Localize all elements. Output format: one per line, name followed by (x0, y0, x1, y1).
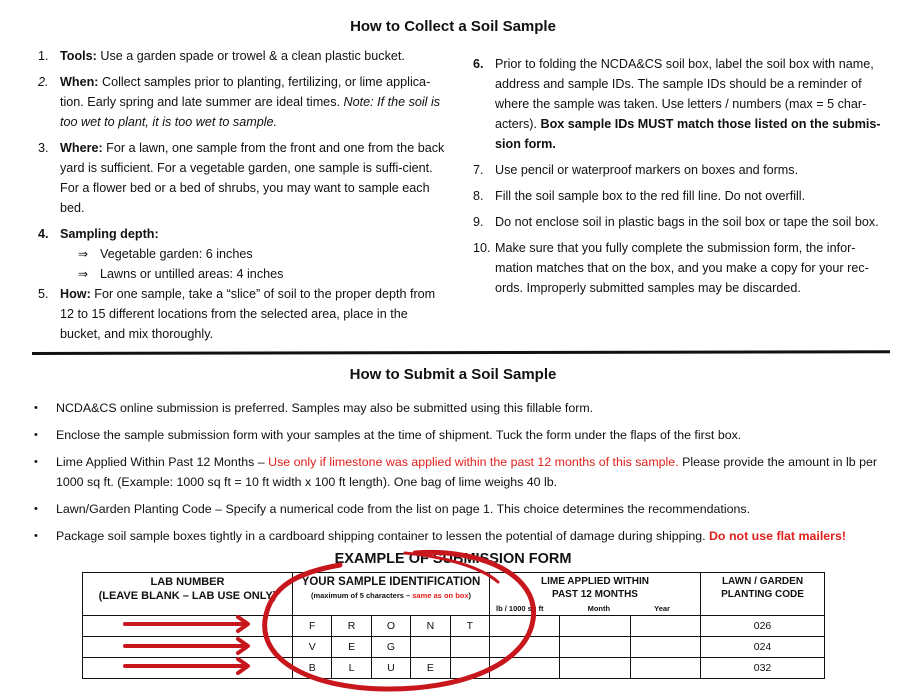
collect-item-4 (38, 224, 450, 244)
header-text: YOUR SAMPLE IDENTIFICATION (301, 576, 481, 588)
item-text: Collect samples prior to planting, fertilizing, or lime applica-tion. Early spring and late summer are ideal times. (60, 75, 431, 109)
sample-id-char-cell[interactable]: U (371, 658, 410, 679)
lime-month-cell[interactable] (560, 658, 630, 679)
submit-bullet-1 (32, 398, 882, 418)
bullet-warning-text: Use only if limestone was applied within the past 12 months of this sample. (268, 455, 679, 469)
collect-left-column (38, 46, 450, 350)
item-number: 9. (473, 215, 484, 229)
submit-bullet-2 (32, 425, 882, 445)
item-number: 2. (38, 75, 49, 89)
item-text: For a lawn, one sample from the front and one from the back yard is sufficient. For a vegetable garden, one sample is suffi-cient. For a flower bed or a bed of shrubs, you may want to sample each bed. (60, 141, 445, 215)
submit-bullet-3 (32, 452, 882, 492)
item-label: Tools: (60, 49, 97, 63)
header-subtext (293, 589, 489, 603)
collect-item-7 (473, 160, 885, 180)
planting-code-cell[interactable]: 026 (701, 616, 825, 637)
item-number: 6. (473, 57, 484, 71)
item-number: 5. (38, 287, 49, 301)
double-arrow-icon: ⇒ (78, 267, 89, 281)
bullet-icon: • (34, 530, 38, 542)
bullet-text: Package soil sample boxes tightly in a cardboard shipping container to lessen the potential of damage during shipping. (56, 529, 709, 543)
item-note: Note: If the soil is too wet to plant, it is too wet to sample. (60, 95, 441, 129)
submit-title: How to Submit a Soil Sample (349, 366, 557, 383)
sample-id-char-cell[interactable]: B (293, 658, 332, 679)
submit-bullet-5 (32, 526, 882, 546)
item-text: For one sample, take a “slice” of soil to the proper depth from 12 to 15 different locations from the selected area, place in the bucket, and mix thoroughly. (60, 287, 436, 341)
collect-right-column (473, 54, 885, 304)
sample-id-char-cell[interactable]: E (411, 658, 450, 679)
subheader-year: Year (654, 604, 670, 613)
bullet-icon: • (34, 402, 38, 414)
planting-code-cell[interactable]: 032 (701, 658, 825, 679)
item-text: Use pencil or waterproof markers on boxes and forms. (495, 163, 799, 177)
sample-id-char-cell[interactable]: L (332, 658, 371, 679)
collect-item-8 (473, 186, 885, 206)
collect-item-3 (38, 138, 450, 218)
item-label: When: (60, 75, 99, 89)
sample-id-char-cell[interactable]: N (411, 616, 450, 637)
header-lab-number (83, 573, 293, 616)
subtext-red-part: same as on box (412, 591, 469, 600)
item-text: Fill the soil sample box to the red fill line. Do not overfill. (495, 189, 806, 203)
item-number: 1. (38, 49, 49, 63)
sample-id-char-cell[interactable]: V (293, 637, 332, 658)
bullet-text-continued: Please provide the amount in lb per 1000 sq ft. (Example: 1000 sq ft = 10 ft width x 100 ft length). One bag of lime weighs 40 lb. (56, 455, 877, 489)
bullet-icon: • (34, 429, 38, 441)
lime-month-cell[interactable] (560, 637, 630, 658)
item-number: 8. (473, 189, 484, 203)
bullet-text: Enclose the sample submission form with your samples at the time of shipment. Tuck the form under the flaps of the first box. (56, 428, 742, 442)
item-number: 10. (473, 241, 491, 255)
item-text: Prior to folding the NCDA&CS soil box, label the soil box with name, address and sample IDs. The sample IDs should be a reminder of where the sample was taken. Use letters / numbers (max = 5 char-acters). (495, 57, 874, 131)
header-text: PLANTING CODE (721, 589, 804, 600)
collect-item-5 (38, 284, 450, 344)
lime-amount-cell[interactable] (490, 616, 560, 637)
double-arrow-icon: ⇒ (78, 247, 89, 261)
header-text: LAB NUMBER (150, 576, 225, 588)
form-header-row (83, 573, 825, 616)
collect-item-2 (38, 72, 450, 132)
sample-id-char-cell[interactable]: O (371, 616, 410, 637)
submit-bullet-list (32, 398, 882, 553)
item-text: Make sure that you fully complete the submission form, the infor-mation matches that on the box, and you make a copy for your rec-ords. Improperly submitted samples may be discarded. (495, 241, 869, 295)
bullet-icon: • (34, 503, 38, 515)
item-label: How: (60, 287, 91, 301)
lime-amount-cell[interactable] (490, 637, 560, 658)
lime-year-cell[interactable] (630, 637, 700, 658)
lime-amount-cell[interactable] (490, 658, 560, 679)
subitem-text: Vegetable garden: 6 inches (100, 247, 253, 261)
example-form-title: EXAMPLE OF SUBMISSION FORM (334, 551, 572, 567)
depth-subitem-vegetable (38, 244, 450, 264)
collect-item-1 (38, 46, 450, 66)
sample-id-char-cell[interactable] (411, 637, 450, 658)
lab-number-cell[interactable] (83, 616, 293, 637)
lime-month-cell[interactable] (560, 616, 630, 637)
subtext-part: ) (468, 591, 472, 600)
subheader-month: Month (587, 604, 611, 613)
header-sample-identification (293, 573, 490, 616)
bullet-icon: • (34, 456, 38, 468)
collect-item-9 (473, 212, 885, 232)
lab-number-cell[interactable] (83, 637, 293, 658)
sample-id-char-cell[interactable]: E (332, 637, 371, 658)
item-label: Where: (60, 141, 103, 155)
sample-id-char-cell[interactable] (450, 658, 489, 679)
item-text: Use a garden spade or trowel & a clean plastic bucket. (96, 49, 405, 63)
sample-id-char-cell[interactable]: R (332, 616, 371, 637)
subtext-part: (maximum of 5 characters – (310, 591, 413, 600)
example-submission-form (82, 572, 825, 679)
header-lime-applied (490, 573, 701, 616)
lime-year-cell[interactable] (630, 658, 700, 679)
bullet-warning-text: Do not use flat mailers! (708, 529, 846, 543)
sample-id-char-cell[interactable]: G (371, 637, 410, 658)
header-planting-code (701, 573, 825, 616)
item-number: 3. (38, 141, 49, 155)
sample-id-char-cell[interactable]: F (293, 616, 332, 637)
planting-code-cell[interactable]: 024 (701, 637, 825, 658)
depth-subitem-lawn (38, 264, 450, 284)
sample-id-char-cell[interactable] (450, 637, 489, 658)
item-emphasis: Box sample IDs MUST match those listed on the submis-sion form. (495, 117, 881, 151)
bullet-text: NCDA&CS online submission is preferred. Samples may also be submitted using this fillable form. (56, 401, 594, 415)
table-row (83, 616, 825, 637)
item-label: Sampling depth: (60, 227, 159, 241)
header-text: PAST 12 MONTHS (552, 589, 638, 600)
table-row (83, 658, 825, 679)
item-number: 4. (38, 227, 49, 241)
collect-item-10 (473, 238, 885, 298)
lime-year-cell[interactable] (630, 616, 700, 637)
sample-id-char-cell[interactable]: T (450, 616, 489, 637)
lab-number-cell[interactable] (83, 658, 293, 679)
bullet-text: Lawn/Garden Planting Code – Specify a numerical code from the list on page 1. This choice determines the recommendations. (56, 502, 751, 516)
header-subtext: (LEAVE BLANK – LAB USE ONLY) (98, 590, 277, 602)
collect-title: How to Collect a Soil Sample (350, 18, 556, 35)
subheader-amount: lb / 1000 sq ft (496, 604, 544, 613)
lime-subheaders (490, 602, 700, 615)
header-text: LAWN / GARDEN (721, 576, 804, 587)
section-divider (32, 350, 890, 355)
bullet-text: Lime Applied Within Past 12 Months – (56, 455, 269, 469)
item-number: 7. (473, 163, 484, 177)
collect-item-6 (473, 54, 885, 154)
header-text: LIME APPLIED WITHIN (541, 576, 649, 587)
subitem-text: Lawns or untilled areas: 4 inches (100, 267, 284, 281)
item-text: Do not enclose soil in plastic bags in the soil box or tape the soil box. (495, 215, 879, 229)
table-row (83, 637, 825, 658)
submit-bullet-4 (32, 499, 882, 519)
